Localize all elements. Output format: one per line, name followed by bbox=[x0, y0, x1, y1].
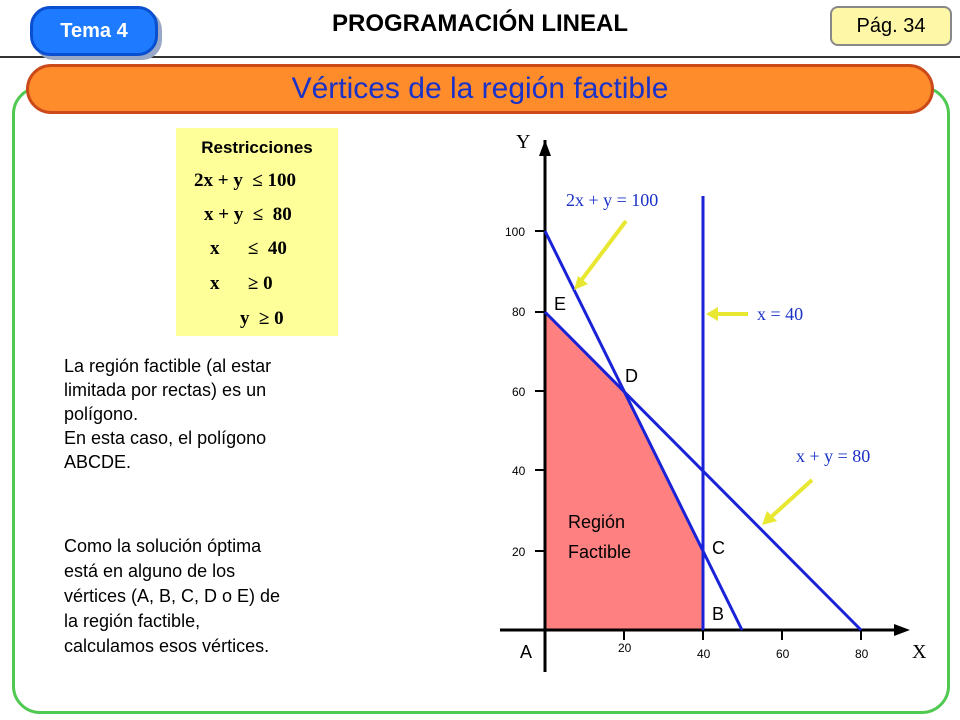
paragraph-line: está en alguno de los bbox=[64, 561, 236, 581]
region-label-1: Región bbox=[568, 512, 626, 532]
paragraph-line: vértices (A, B, C, D o E) de bbox=[64, 586, 281, 606]
y-tick-label: 80 bbox=[512, 305, 526, 319]
x-axis-arrow bbox=[894, 624, 910, 636]
restriccion-1: 2x + y ≤ 100 bbox=[194, 170, 297, 191]
y-axis-label: Y bbox=[516, 131, 531, 153]
region-label-2: Factible bbox=[568, 542, 632, 562]
restriccion-5: y ≥ 0 bbox=[240, 308, 284, 329]
paragraph-line: la región factible, bbox=[64, 611, 201, 631]
vertex-b: B bbox=[712, 604, 725, 624]
vertex-e: E bbox=[554, 294, 567, 314]
x-tick-label: 60 bbox=[776, 647, 790, 661]
tema-badge[interactable]: Tema 4 bbox=[30, 6, 158, 56]
y-tick-label: 60 bbox=[512, 385, 526, 399]
vertex-c: C bbox=[712, 538, 725, 558]
eq-x-40: x = 40 bbox=[757, 304, 804, 324]
paragraph-line: polígono. bbox=[64, 404, 139, 424]
x-tick-label: 40 bbox=[697, 647, 711, 661]
restriccion-4: x ≥ 0 bbox=[210, 273, 273, 294]
paragraph-line: calculamos esos vértices. bbox=[64, 636, 270, 656]
slide-title: Vértices de la región factible bbox=[26, 64, 934, 114]
header-title: PROGRAMACIÓN LINEAL bbox=[332, 10, 628, 37]
y-axis-arrow bbox=[539, 140, 551, 156]
eq-x-y-80: x + y = 80 bbox=[796, 446, 871, 466]
y-tick-label: 40 bbox=[512, 464, 526, 478]
vertex-a: A bbox=[520, 642, 533, 662]
restricciones-title: Restricciones bbox=[201, 138, 313, 157]
x-tick-label: 20 bbox=[618, 641, 632, 655]
eq-2x-y-100: 2x + y = 100 bbox=[566, 190, 659, 210]
x-axis-label: X bbox=[912, 641, 927, 663]
paragraph-line: limitada por rectas) es un bbox=[64, 380, 267, 400]
paragraph-line: La región factible (al estar bbox=[64, 356, 272, 376]
arrow-eq1 bbox=[580, 221, 626, 282]
restriccion-3: x ≤ 40 bbox=[210, 238, 287, 259]
feasible-region bbox=[545, 312, 703, 630]
paragraph-line: Como la solución óptima bbox=[64, 536, 262, 556]
vertex-d: D bbox=[625, 366, 638, 386]
arrow-eq2 bbox=[770, 480, 812, 518]
paragraph-line: ABCDE. bbox=[64, 452, 132, 472]
restriccion-2: x + y ≤ 80 bbox=[204, 204, 292, 225]
arrow-eq3-head bbox=[706, 307, 718, 321]
x-tick-label: 80 bbox=[855, 647, 869, 661]
y-tick-label: 100 bbox=[505, 225, 526, 239]
paragraph-line: En esta caso, el polígono bbox=[64, 428, 267, 448]
y-tick-label: 20 bbox=[512, 545, 526, 559]
page-badge: Pág. 34 bbox=[830, 6, 952, 46]
